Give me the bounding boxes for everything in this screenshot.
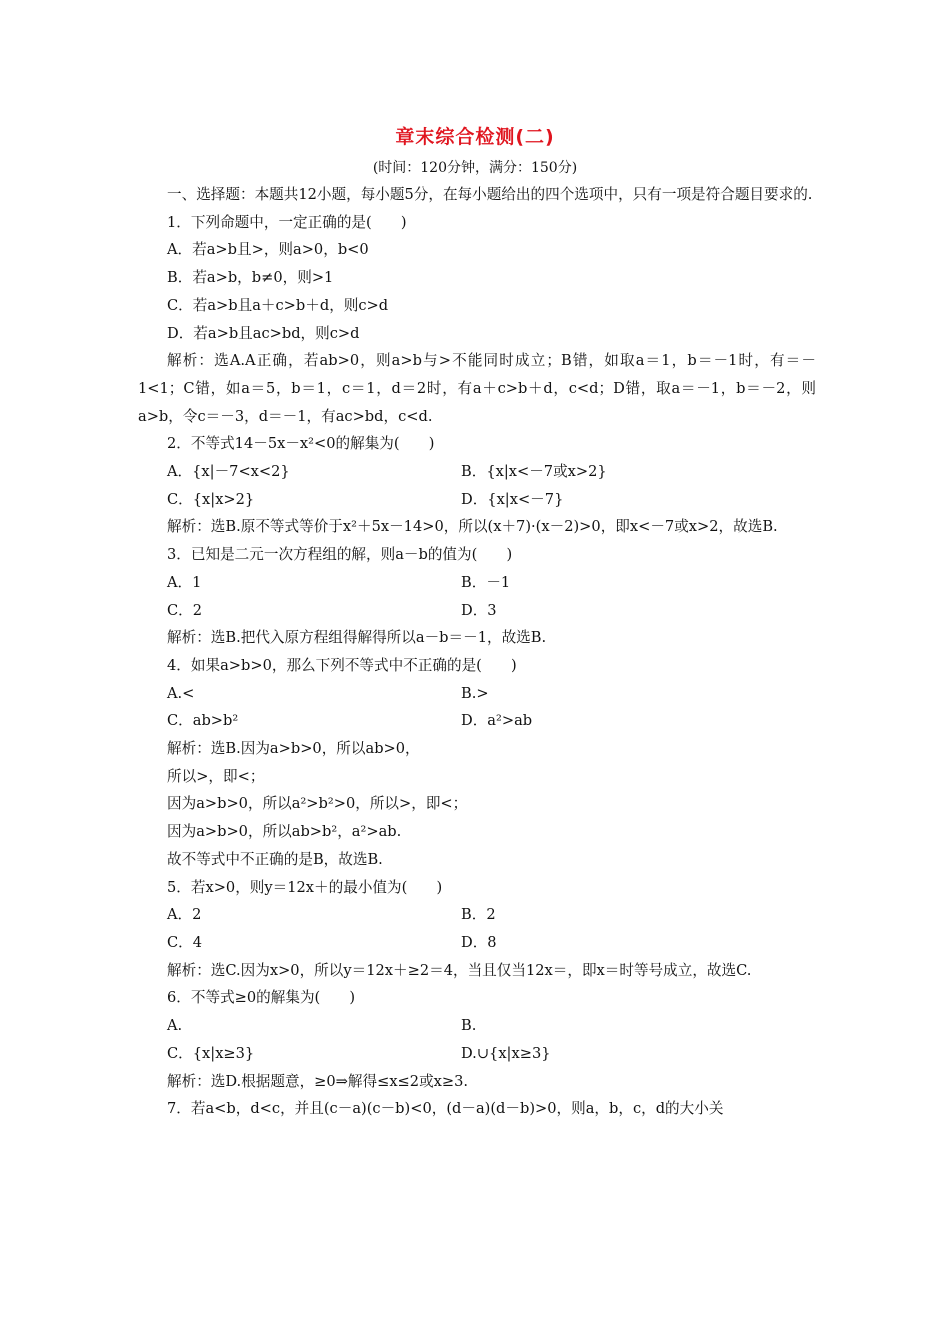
question-4-analysis-line-1: 解析：选B.因为a>b>0，所以ab>0， [167,740,420,758]
question-4-analysis-line-4: 因为a>b>0，所以ab>b²，a²>ab. [167,823,402,841]
question-4-option-c: C．ab>b² [167,712,239,730]
question-3-analysis: 解析：选B.把代入原方程组得解得所以a－b＝－1，故选B. [167,629,547,647]
question-6-options-row-2 [138,1040,816,1068]
question-2-analysis: 解析：选B.原不等式等价于x²＋5x－14>0，所以(x＋7)·(x－2)>0，即x<－7或x>2，故选B. [167,518,778,536]
question-3-option-a: A．1 [167,573,202,591]
question-1-option-c: C．若a>b且a＋c>b＋d，则c>d [167,296,389,314]
question-2-option-a: A．{x|－7<x<2} [167,463,290,481]
question-4-analysis-line-3: 因为a>b>0，所以a²>b²>0，所以>，即<； [167,795,468,813]
question-3-option-b: B．－1 [461,573,511,591]
question-2-option-d: D．{x|x<－7} [461,490,564,508]
question-5-stem: 5．若x>0，则y＝12x＋的最小值为( ) [167,878,443,896]
question-4-analysis-line-5: 故不等式中不正确的是B，故选B. [167,850,383,868]
question-2-stem: 2．不等式14－5x－x²<0的解集为( ) [167,435,435,453]
question-6-stem: 6．不等式≥0的解集为( ) [167,989,356,1007]
question-5-option-d: D．8 [461,933,497,951]
question-3-options-row-2 [138,597,816,625]
question-1-stem: 1．下列命题中，一定正确的是( ) [167,213,407,231]
question-4-option-a: A.< [167,684,195,702]
question-6-analysis: 解析：选D.根据题意，≥0⇒解得≤x≤2或x≥3. [167,1072,469,1090]
question-5-option-c: C．4 [167,933,203,951]
question-2-option-c: C．{x|x>2} [167,490,255,508]
question-6-option-a: A. [167,1017,183,1035]
question-5-analysis: 解析：选C.因为x>0，所以y＝12x＋≥2＝4，当且仅当12x＝，即x＝时等号成立，故选C. [167,961,752,979]
question-4-options-row-2 [138,707,816,735]
question-6-options-row-1 [138,1012,816,1040]
question-1-analysis: 解析：选A.A正确，若ab>0，则a>b与>不能同时成立；B错，如取a＝1，b＝－1时，有＝－1<1；C错，如a＝5，b＝1，c＝1，d＝2时，有a＋c>b＋d，c<d；D错，取a＝－1，b＝－2，则a>b，令c＝－3，d＝－1，有ac>bd，c<d. [138,352,816,425]
question-5-option-b: B．2 [461,906,496,924]
question-1-option-d: D．若a>b且ac>bd，则c>d [167,324,360,342]
question-2-options-row-1 [138,458,816,486]
question-6-option-c: C．{x|x≥3} [167,1044,255,1062]
question-4-options-row-1 [138,680,816,708]
question-4-stem: 4．如果a>b>0，那么下列不等式中不正确的是( ) [167,656,517,674]
question-4-option-b: B.> [461,684,489,702]
question-3-option-d: D．3 [461,601,497,619]
question-7-stem: 7．若a<b，d<c，并且(c－a)(c－b)<0，(d－a)(d－b)>0，则a，b，c，d的大小关 [167,1100,724,1118]
question-1-option-a: A．若a>b且>，则a>0，b<0 [167,241,369,259]
question-5-options-row-2 [138,929,816,957]
question-2-option-b: B．{x|x<－7或x>2} [461,463,607,481]
question-6-option-d: D.∪{x|x≥3} [461,1044,551,1062]
question-6-option-b: B. [461,1017,477,1035]
question-1-option-b: B．若a>b，b≠0，则>1 [167,269,334,287]
question-2-options-row-2 [138,486,816,514]
question-4-analysis-line-2: 所以>，即<； [167,767,265,785]
question-3-options-row-1 [138,569,816,597]
page-subtitle: (时间：120分钟，满分：150分) [372,160,578,176]
page-title: 章末综合检测(二) [395,126,555,148]
question-3-option-c: C．2 [167,601,203,619]
question-3-stem: 3．已知是二元一次方程组的解，则a－b的值为( ) [167,546,513,564]
question-5-options-row-1 [138,901,816,929]
section-intro: 一、选择题：本题共12小题，每小题5分，在每小题给出的四个选项中，只有一项是符合题目要求的. [167,186,813,203]
question-4-option-d: D．a²>ab [461,712,533,730]
question-5-option-a: A．2 [167,906,202,924]
document-body [138,181,816,1123]
